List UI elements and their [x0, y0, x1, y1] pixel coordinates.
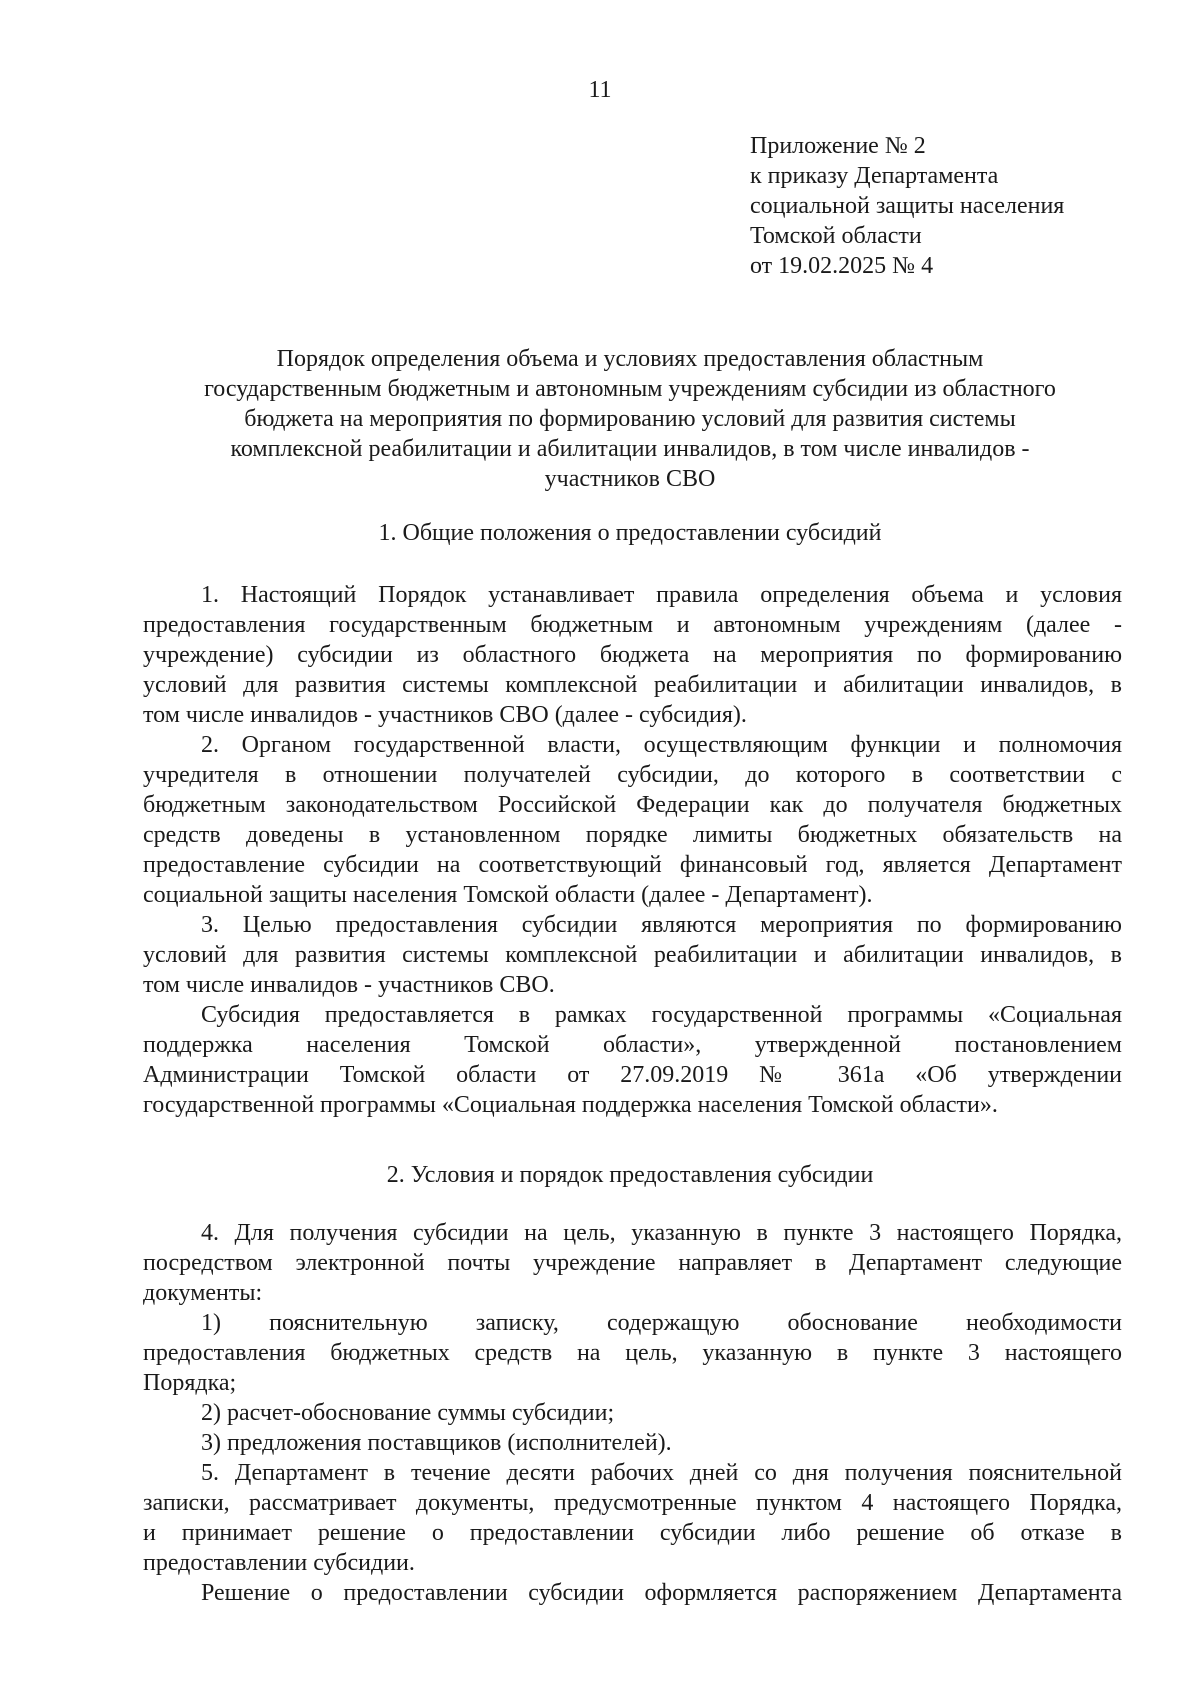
- paragraph-line: Администрации Томской области от 27.09.2019 № 361а «Об утверждении: [143, 1062, 1122, 1088]
- paragraph-line: 2. Органом государственной власти, осуществляющим функции и полномочия: [201, 732, 1122, 758]
- title-line: комплексной реабилитации и абилитации инвалидов, в том числе инвалидов -: [230, 436, 1030, 462]
- paragraph-line: 5. Департамент в течение десяти рабочих дней со дня получения пояснительной: [201, 1460, 1122, 1486]
- paragraph-line: 4. Для получения субсидии на цель, указанную в пункте 3 настоящего Порядка,: [201, 1220, 1122, 1246]
- page-number: 11: [588, 77, 612, 103]
- paragraph-line: социальной защиты населения Томской области (далее - Департамент).: [143, 882, 873, 908]
- paragraph-line: предоставление субсидии на соответствующий финансовый год, является Департамент: [143, 852, 1122, 878]
- paragraph-line: том числе инвалидов - участников СВО (далее - субсидия).: [143, 702, 747, 728]
- paragraph-line: 3) предложения поставщиков (исполнителей).: [201, 1430, 672, 1456]
- paragraph-line: учреждение) субсидии из областного бюджета на мероприятия по формированию: [143, 642, 1122, 668]
- paragraph-line: бюджетным законодательством Российской Федерации как до получателя бюджетных: [143, 792, 1122, 818]
- paragraph-line: Решение о предоставлении субсидии оформляется распоряжением Департамента: [201, 1580, 1122, 1606]
- paragraph-line: Порядка;: [143, 1370, 237, 1396]
- title-line: Порядок определения объема и условиях предоставления областным: [276, 346, 984, 372]
- paragraph-line: условий для развития системы комплексной реабилитации и абилитации инвалидов, в: [143, 672, 1122, 698]
- section-1-heading: 1. Общие положения о предоставлении субсидий: [378, 520, 882, 546]
- appendix-line: Приложение № 2: [750, 133, 926, 159]
- paragraph-line: 3. Целью предоставления субсидии являются мероприятия по формированию: [201, 912, 1122, 938]
- paragraph-line: записки, рассматривает документы, предусмотренные пунктом 4 настоящего Порядка,: [143, 1490, 1122, 1516]
- paragraph-line: предоставлении субсидии.: [143, 1550, 415, 1576]
- paragraph-line: том числе инвалидов - участников СВО.: [143, 972, 555, 998]
- appendix-line: к приказу Департамента: [750, 163, 999, 189]
- paragraph-line: учредителя в отношении получателей субсидии, до которого в соответствии с: [143, 762, 1122, 788]
- appendix-line: от 19.02.2025 № 4: [750, 253, 934, 279]
- paragraph-line: 2) расчет-обоснование суммы субсидии;: [201, 1400, 615, 1426]
- title-line: бюджета на мероприятия по формированию условий для развития системы: [244, 406, 1016, 432]
- section-1-body: [143, 580, 1122, 1120]
- section-2-body: [143, 1218, 1122, 1608]
- paragraph-line: и принимает решение о предоставлении субсидии либо решение об отказе в: [143, 1520, 1122, 1546]
- paragraph-line: документы:: [143, 1280, 263, 1306]
- appendix-line: Томской области: [750, 223, 922, 249]
- paragraph-line: посредством электронной почты учреждение направляет в Департамент следующие: [143, 1250, 1122, 1276]
- paragraph-line: государственной программы «Социальная поддержка населения Томской области».: [143, 1092, 998, 1118]
- paragraph-line: условий для развития системы комплексной реабилитации и абилитации инвалидов, в: [143, 942, 1122, 968]
- paragraph-line: 1) пояснительную записку, содержащую обоснование необходимости: [201, 1310, 1122, 1336]
- paragraph-line: предоставления бюджетных средств на цель, указанную в пункте 3 настоящего: [143, 1340, 1122, 1366]
- paragraph-line: средств доведены в установленном порядке лимиты бюджетных обязательств на: [143, 822, 1122, 848]
- paragraph-line: Субсидия предоставляется в рамках государственной программы «Социальная: [201, 1002, 1122, 1028]
- paragraph-line: 1. Настоящий Порядок устанавливает правила определения объема и условия: [201, 582, 1122, 608]
- title-line: государственным бюджетным и автономным учреждениям субсидии из областного: [204, 376, 1056, 402]
- title-line: участников СВО: [544, 466, 716, 492]
- section-2-heading: 2. Условия и порядок предоставления субсидии: [386, 1162, 874, 1188]
- document-title: [140, 344, 1120, 494]
- appendix-line: социальной защиты населения: [750, 193, 1065, 219]
- paragraph-line: поддержка населения Томской области», утвержденной постановлением: [143, 1032, 1122, 1058]
- paragraph-line: предоставления государственным бюджетным и автономным учреждениям (далее -: [143, 612, 1122, 638]
- appendix-block: [750, 131, 1170, 281]
